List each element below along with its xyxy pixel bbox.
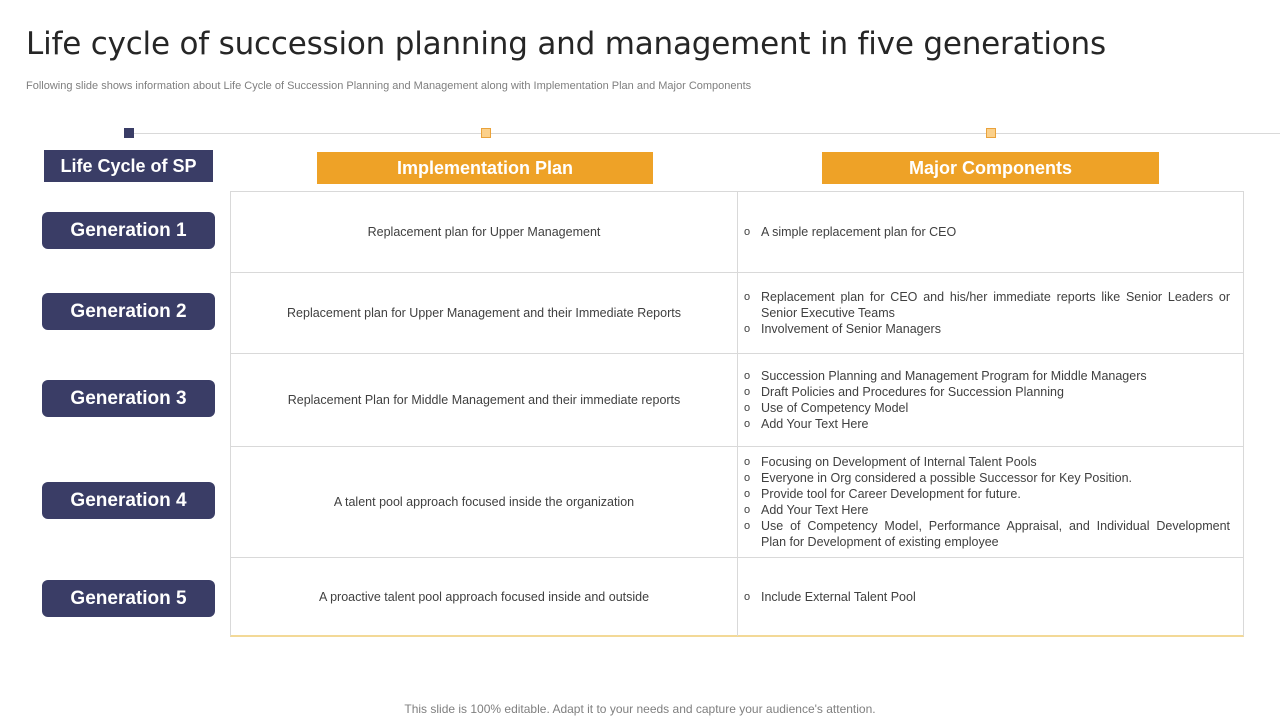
components-list: [744, 589, 1230, 605]
bullet-icon: o: [744, 456, 751, 468]
timeline-marker-navy: [124, 128, 134, 138]
generation-5-label: Generation 5: [42, 580, 215, 617]
implementation-plan-header: Implementation Plan: [317, 152, 653, 184]
table-row: [231, 557, 1243, 636]
major-components-cell: [738, 447, 1243, 557]
bullet-icon: o: [744, 370, 751, 382]
major-components-cell: [738, 354, 1243, 446]
component-text: Involvement of Senior Managers: [761, 322, 941, 336]
list-item: [744, 502, 1230, 518]
major-components-cell: [738, 192, 1243, 272]
component-text: A simple replacement plan for CEO: [761, 225, 957, 239]
component-text: Use of Competency Model: [761, 401, 909, 415]
components-list: [744, 289, 1230, 337]
list-item: [744, 416, 1230, 432]
implementation-plan-cell: A talent pool approach focused inside the organization: [231, 447, 738, 557]
implementation-plan-cell: Replacement Plan for Middle Management and their immediate reports: [231, 354, 738, 446]
generation-4-label: Generation 4: [42, 482, 215, 519]
list-item: [744, 384, 1230, 400]
bullet-icon: o: [744, 472, 751, 484]
table-row: [231, 353, 1243, 446]
component-text: Focusing on Development of Internal Talent Pools: [761, 455, 1037, 469]
lifecycle-header: Life Cycle of SP: [44, 150, 213, 182]
bullet-icon: o: [744, 226, 751, 238]
bullet-icon: o: [744, 504, 751, 516]
component-text: Succession Planning and Management Program for Middle Managers: [761, 369, 1147, 383]
generation-1-label: Generation 1: [42, 212, 215, 249]
succession-table: [230, 191, 1244, 637]
components-list: [744, 224, 1230, 240]
bullet-icon: o: [744, 323, 751, 335]
page-title: Life cycle of succession planning and management in five generations: [26, 26, 1106, 62]
implementation-plan-cell: A proactive talent pool approach focused inside and outside: [231, 558, 738, 636]
bullet-icon: o: [744, 520, 751, 532]
table-row: [231, 272, 1243, 353]
table-row: [231, 192, 1243, 272]
component-text: Replacement plan for CEO and his/her immediate reports like Senior Leaders or Senior Executive Teams: [761, 290, 1230, 320]
major-components-cell: [738, 273, 1243, 353]
implementation-plan-cell: Replacement plan for Upper Management and their Immediate Reports: [231, 273, 738, 353]
implementation-plan-cell: Replacement plan for Upper Management: [231, 192, 738, 272]
component-text: Add Your Text Here: [761, 503, 869, 517]
component-text: Add Your Text Here: [761, 417, 869, 431]
footer-note: This slide is 100% editable. Adapt it to your needs and capture your audience's attention.: [404, 702, 876, 716]
timeline-marker-components: [986, 128, 996, 138]
component-text: Include External Talent Pool: [761, 590, 916, 604]
bullet-icon: o: [744, 386, 751, 398]
bullet-icon: o: [744, 291, 751, 303]
components-list: [744, 454, 1230, 550]
list-item: [744, 224, 1230, 240]
component-text: Provide tool for Career Development for future.: [761, 487, 1021, 501]
bullet-icon: o: [744, 591, 751, 603]
list-item: [744, 470, 1230, 486]
list-item: [744, 454, 1230, 470]
list-item: [744, 289, 1230, 321]
list-item: [744, 368, 1230, 384]
list-item: [744, 400, 1230, 416]
generation-3-label: Generation 3: [42, 380, 215, 417]
component-text: Use of Competency Model, Performance Appraisal, and Individual Development Plan for Development of existing employee: [761, 519, 1230, 549]
page-subtitle: Following slide shows information about Life Cycle of Succession Planning and Management along with Implementation Plan and Major Components: [26, 80, 752, 92]
major-components-cell: [738, 558, 1243, 636]
timeline-marker-implementation: [481, 128, 491, 138]
list-item: [744, 589, 1230, 605]
component-text: Everyone in Org considered a possible Successor for Key Position.: [761, 471, 1133, 485]
major-components-header: Major Components: [822, 152, 1159, 184]
bullet-icon: o: [744, 418, 751, 430]
list-item: [744, 518, 1230, 550]
timeline-line: [128, 133, 1280, 134]
components-list: [744, 368, 1230, 432]
list-item: [744, 321, 1230, 337]
table-row: [231, 446, 1243, 557]
bullet-icon: o: [744, 488, 751, 500]
list-item: [744, 486, 1230, 502]
generation-2-label: Generation 2: [42, 293, 215, 330]
component-text: Draft Policies and Procedures for Succession Planning: [761, 385, 1064, 399]
bullet-icon: o: [744, 402, 751, 414]
